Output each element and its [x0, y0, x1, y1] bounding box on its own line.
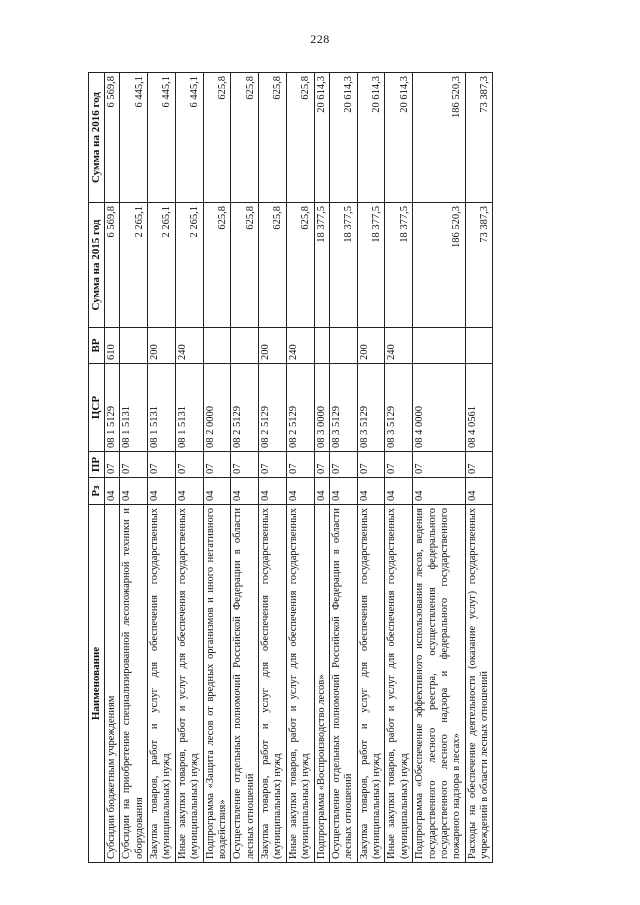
cell-csr: 08 2 5129: [231, 364, 259, 452]
cell-sum-2016: 6 445,1: [148, 73, 176, 203]
cell-vr: 610: [104, 328, 119, 364]
cell-name: Закупка товаров, работ и услуг для обеспечения государственных (муниципальных) нужд: [357, 505, 385, 863]
cell-vr: [465, 328, 493, 364]
cell-sum-2015: 2 265,1: [175, 203, 203, 328]
cell-rz: 04: [385, 478, 413, 505]
cell-name: Подпрограмма «Защита лесов от вредных организмов и иного негативного воздействия»: [203, 505, 231, 863]
cell-rz: 04: [120, 478, 148, 505]
cell-vr: [120, 328, 148, 364]
table-row: [314, 73, 329, 863]
cell-sum-2016: 6 445,1: [175, 73, 203, 203]
cell-sum-2016: 73 387,3: [465, 73, 493, 203]
page-number: 228: [310, 32, 330, 46]
cell-csr: 08 1 5129: [104, 364, 119, 452]
cell-pr: 07: [329, 452, 357, 478]
cell-name: Закупка товаров, работ и услуг для обеспечения государственных (муниципальных) нужд: [259, 505, 287, 863]
cell-rz: 04: [413, 478, 466, 505]
table-row: [286, 73, 314, 863]
header-rz: Рз: [89, 478, 105, 505]
cell-sum-2015: 625,8: [203, 203, 231, 328]
header-sum-2015: Сумма на 2015 год: [89, 203, 105, 328]
cell-vr: [329, 328, 357, 364]
cell-csr: 08 1 5131: [148, 364, 176, 452]
cell-vr: 200: [259, 328, 287, 364]
cell-vr: [231, 328, 259, 364]
cell-sum-2015: 18 377,5: [314, 203, 329, 328]
cell-sum-2015: 18 377,5: [357, 203, 385, 328]
table-row: [203, 73, 231, 863]
table-row: [385, 73, 413, 863]
cell-rz: 04: [148, 478, 176, 505]
header-sum-2016: Сумма на 2016 год: [89, 73, 105, 203]
cell-rz: 04: [104, 478, 119, 505]
cell-sum-2015: 2 265,1: [148, 203, 176, 328]
cell-pr: 07: [231, 452, 259, 478]
cell-csr: 08 2 5129: [259, 364, 287, 452]
cell-sum-2016: 625,8: [231, 73, 259, 203]
cell-csr: 08 3 5129: [357, 364, 385, 452]
cell-pr: 07: [314, 452, 329, 478]
cell-name: Субсидии на приобретение специализированной лесопожарной техники и оборудования: [120, 505, 148, 863]
budget-table: [88, 72, 493, 863]
cell-sum-2015: 625,8: [259, 203, 287, 328]
cell-rz: 04: [203, 478, 231, 505]
cell-pr: 07: [259, 452, 287, 478]
cell-name: Иные закупки товаров, работ и услуг для обеспечения государственных (муниципальных) нужд: [385, 505, 413, 863]
cell-sum-2016: 186 520,3: [413, 73, 466, 203]
budget-table-rotated: [88, 73, 548, 863]
table-row: [104, 73, 119, 863]
cell-pr: 07: [120, 452, 148, 478]
cell-pr: 07: [413, 452, 466, 478]
cell-pr: 07: [104, 452, 119, 478]
table-row: [231, 73, 259, 863]
cell-sum-2015: 625,8: [286, 203, 314, 328]
cell-pr: 07: [357, 452, 385, 478]
cell-sum-2015: 18 377,5: [385, 203, 413, 328]
cell-name: Иные закупки товаров, работ и услуг для обеспечения государственных (муниципальных) нужд: [286, 505, 314, 863]
cell-sum-2015: 2 265,1: [120, 203, 148, 328]
cell-name: Подпрограмма «Воспроизводство лесов»: [314, 505, 329, 863]
cell-csr: 08 3 0000: [314, 364, 329, 452]
header-pr: ПР: [89, 452, 105, 478]
cell-rz: 04: [465, 478, 493, 505]
cell-vr: [314, 328, 329, 364]
cell-name: Осуществление отдельных полномочий Российской Федерации в области лесных отношений: [231, 505, 259, 863]
cell-name: Расходы на обеспечение деятельности (оказание услуг) государственных учреждений в области лесных отношений: [465, 505, 493, 863]
cell-rz: 04: [329, 478, 357, 505]
cell-sum-2016: 20 614,3: [314, 73, 329, 203]
cell-csr: 08 3 5129: [329, 364, 357, 452]
cell-name: Осуществление отдельных полномочий Российской Федерации в области лесных отношений: [329, 505, 357, 863]
cell-pr: 07: [385, 452, 413, 478]
cell-rz: 04: [259, 478, 287, 505]
cell-pr: 07: [465, 452, 493, 478]
cell-name: Субсидии бюджетным учреждениям: [104, 505, 119, 863]
cell-rz: 04: [231, 478, 259, 505]
table-row: [357, 73, 385, 863]
table-row: [120, 73, 148, 863]
cell-sum-2016: 20 614,3: [385, 73, 413, 203]
cell-rz: 04: [357, 478, 385, 505]
cell-csr: 08 2 5129: [286, 364, 314, 452]
table-body: [104, 73, 493, 863]
table-row: [259, 73, 287, 863]
header-name: Наименование: [89, 505, 105, 863]
table-row: [465, 73, 493, 863]
cell-csr: 08 4 0561: [465, 364, 493, 452]
cell-sum-2016: 625,8: [203, 73, 231, 203]
cell-name: Закупка товаров, работ и услуг для обеспечения государственных (муниципальных) нужд: [148, 505, 176, 863]
cell-sum-2016: 20 614,3: [357, 73, 385, 203]
cell-sum-2015: 73 387,3: [465, 203, 493, 328]
cell-csr: 08 1 5131: [175, 364, 203, 452]
cell-rz: 04: [314, 478, 329, 505]
cell-sum-2016: 6 445,1: [120, 73, 148, 203]
cell-pr: 07: [286, 452, 314, 478]
cell-pr: 07: [148, 452, 176, 478]
cell-sum-2015: 18 377,5: [329, 203, 357, 328]
cell-sum-2016: 625,8: [259, 73, 287, 203]
cell-sum-2016: 625,8: [286, 73, 314, 203]
cell-pr: 07: [203, 452, 231, 478]
table-row: [175, 73, 203, 863]
cell-sum-2015: 186 520,3: [413, 203, 466, 328]
cell-csr: 08 3 5129: [385, 364, 413, 452]
cell-rz: 04: [286, 478, 314, 505]
cell-vr: 240: [385, 328, 413, 364]
cell-vr: 200: [357, 328, 385, 364]
header-vr: ВР: [89, 328, 105, 364]
cell-vr: 240: [175, 328, 203, 364]
cell-vr: [203, 328, 231, 364]
table-row: [148, 73, 176, 863]
cell-vr: 240: [286, 328, 314, 364]
cell-csr: 08 2 0000: [203, 364, 231, 452]
table-header-row: [89, 73, 105, 863]
cell-vr: [413, 328, 466, 364]
cell-vr: 200: [148, 328, 176, 364]
cell-pr: 07: [175, 452, 203, 478]
cell-name: Иные закупки товаров, работ и услуг для обеспечения государственных (муниципальных) нужд: [175, 505, 203, 863]
cell-csr: 08 1 5131: [120, 364, 148, 452]
table-row: [413, 73, 466, 863]
cell-csr: 08 4 0000: [413, 364, 466, 452]
cell-sum-2016: 20 614,3: [329, 73, 357, 203]
cell-sum-2016: 6 569,8: [104, 73, 119, 203]
cell-rz: 04: [175, 478, 203, 505]
table-row: [329, 73, 357, 863]
cell-sum-2015: 6 569,8: [104, 203, 119, 328]
cell-sum-2015: 625,8: [231, 203, 259, 328]
cell-name: Подпрограмма «Обеспечение эффективного использования лесов, ведения государственного лесного реестра, осуществления федерального государственного лесного надзора и федерального государственного пожарного надзора в лесах»: [413, 505, 466, 863]
header-csr: ЦСР: [89, 364, 105, 452]
